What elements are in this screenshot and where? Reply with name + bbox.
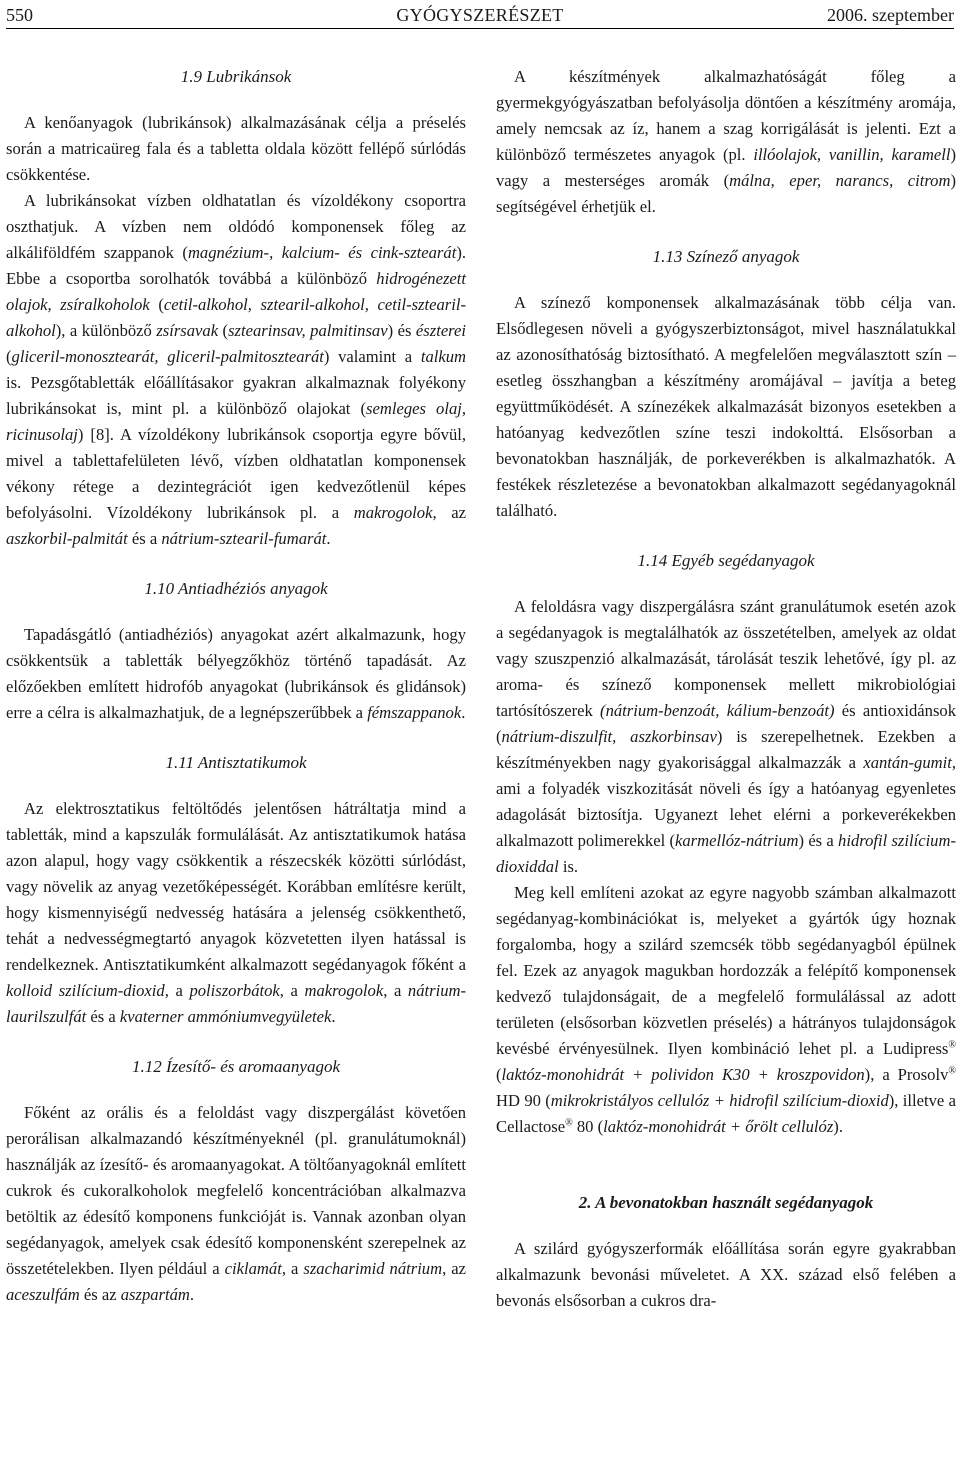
- running-header: [6, 2, 954, 29]
- section-title-2: 2. A bevonatokban használt segédanyagok: [578, 1193, 874, 1212]
- registered-mark: ®: [948, 1039, 956, 1051]
- paragraph: Főként az orális és a feloldást vagy diszpergálást követően perorálisan alkalmazandó készítményeknél (pl. granulátumoknál) használják az ízesítő- és aromaanyagokat. A töltőanyagoknál említett cukrok és cukoralkoholok megfelelő koncentrációban alkalmazva betöltik az édesítő komponens funkcióját is. Vannak azonban olyan segédanyagok, amelyek csak édesítő komponensként szerepelnek az összetételekben. Ilyen például a ciklamát, a szacharimid nátrium, az aceszulfám és az aszpartám.: [6, 1103, 466, 1304]
- journal-name: GYÓGYSZERÉSZET: [396, 5, 564, 25]
- registered-mark: ®: [565, 1117, 573, 1129]
- paragraph: A kenőanyagok (lubrikánsok) alkalmazásának célja a préselés során a matricaüreg fala és a tabletta oldala között fellépő súrlódás csökkentése.: [6, 113, 466, 184]
- section-title-1-11: 1.11 Antisztatikumok: [165, 753, 307, 772]
- paragraph: A feloldásra vagy diszpergálásra szánt granulátumok esetén azok a segédanyagok is megtalálhatók az összetételben, amelyek az oldat vagy szuszpenzió alkalmazását, tárolását teszik lehetővé, így pl. az aroma- és színező komponensek mellett mikrobiológiai tartósítószerek (nátrium-benzoát, kálium-benzoát) és antioxidánsok (nátrium-diszulfit, aszkorbinsav) is szerepelhetnek. Ezekben a készítményekben nagy gyakorisággal alkalmazzák a xantán-gumit, ami a folyadék viszkozitását növeli és így a hatóanyag egyenletes adagolását biztosítja. Ugyanezt lehet elérni a porkeverékekben alkalmazott polimerekkel (karmellóz-nátrium) és a hidrofil szilícium-dioxiddal is.: [496, 597, 957, 876]
- paragraph: A szilárd gyógyszerformák előállítása során egyre gyakrabban alkalmazunk bevonási műveletet. A XX. század első felében a bevonás elsősorban a cukros dra-: [496, 1239, 956, 1310]
- section-title-1-13: 1.13 Színező anyagok: [652, 247, 800, 266]
- paragraph: Az elektrosztatikus feltöltődés jelentősen hátráltatja mind a tabletták, mind a kapszulák formulálását. Az antisztatikumok hatása azon alapul, hogy vagy csökkentik a részecskék közötti súrlódást, vagy növelik az anyag vezetőképességét. Korábban említésre került, hogy kismennyiségű nedvesség hatására a jelenség csökkenthető, tehát a nedvességmegtartó anyagok közvetetten ilyen hatással is rendelkeznek. Antisztatikumként alkalmazott segédanyagok főként a kolloid szilícium-dioxid, a poliszorbátok, a makrogolok, a nátrium-laurilszulfát és a kvaterner ammóniumvegyületek.: [6, 799, 466, 1026]
- paragraph: Tapadásgátló (antiadhéziós) anyagokat azért alkalmazunk, hogy csökkentsük a tabletták bélyegzőkhöz történő tapadását. Az előzőekben említett hidrofób anyagokat (lubrikánsok és glidánsok) erre a célra is alkalmazhatjuk, de a legnépszerűbbek a fémszappanok.: [6, 625, 466, 722]
- section-title-1-12: 1.12 Ízesítő- és aromaanyagok: [131, 1057, 341, 1076]
- registered-mark: ®: [948, 1065, 956, 1077]
- section-title-1-14: 1.14 Egyéb segédanyagok: [637, 551, 815, 570]
- paragraph: A készítmények alkalmazhatóságát főleg a gyermekgyógyászatban befolyásolja döntően a készítmény aromája, amely nemcsak az íz, hanem a szag korrigálását is jelenti. Ezt a különböző természetes anyagok (pl. illóolajok, vanillin, karamell) vagy a mesterséges aromák (málna, eper, narancs, citrom) segítségével érhetjük el.: [496, 67, 956, 216]
- right-column: [496, 64, 956, 1314]
- issue-date: 2006. szeptember: [827, 5, 954, 25]
- paragraph: Meg kell említeni azokat az egyre nagyobb számban alkalmazott segédanyag-kombinációkat is, melyeket a gyártók úgy hoznak forgalomba, hogy a szilárd szemcsék több segédanyagból épülnek fel. Ezek az anyagok magukban hordozzák a felépítő komponensek kedvező tulajdonságait, de a megfelelő formulálással az adott területen (elsősorban közvetlen préselés) a hátrányos tulajdonságok kevésbé érvényesülnek. Ilyen kombináció lehet pl. a Ludipress® (laktóz-monohidrát + polividon K30 + kroszpovidon), a Prosolv® HD 90 (mikrokristályos cellulóz + hidrofil szilícium-dioxid), illetve a Cellactose® 80 (laktóz-monohidrát + őrölt cellulóz).: [496, 883, 956, 1136]
- paragraph: A lubrikánsokat vízben oldhatatlan és vízoldékony csoportra oszthatjuk. A vízben nem oldódó komponensek főleg az alkáliföldfém szappanok (magnézium-, kalcium- és cink-sztearát). Ebbe a csoportba sorolhatók továbbá a különböző hidrogénezett olajok, zsíralkoholok (cetil-alkohol, sztearil-alkohol, cetil-sztearil-alkohol), a különböző zsírsavak (sztearinsav, palmitinsav) és észterei (gliceril-monosztearát, gliceril-palmitosztearát) valamint a talkum is. Pezsgőtabletták előállításakor gyakran alkalmaznak folyékony lubrikánsokat is, mint pl. a különböző olajokat (semleges olaj, ricinusolaj) [8]. A vízoldékony lubrikánsok csoportja egyre bővül, mivel a tablettafelületen lévő, vízben oldhatatlan komponensek vékony rétege a dezintegrációt igen kedvezőtlenül képes befolyásolni. Vízoldékony lubrikánsok pl. a makrogolok, az aszkorbil-palmitát és a nátrium-sztearil-fumarát.: [6, 191, 466, 548]
- paragraph: A színező komponensek alkalmazásának több célja van. Elsődlegesen növeli a gyógyszerbiztonságot, mivel használatukkal az azonosíthatóság biztosítható. A megfelelően megválasztott szín – esetleg összhangban a készítmény aromájával – javítja a beteg együttműködését. A színezékek alkalmazását bizonyos esetekben a hatóanyag kedvezőtlen színe teszi indokolttá. Elsősorban a bevonatokban használják, de porkeverékben is alkalmazhatók. A festékek részletezése a bevonatokban alkalmazott segédanyagoknál található.: [496, 293, 956, 520]
- left-column: [6, 64, 466, 1308]
- section-title-1-10: 1.10 Antiadhéziós anyagok: [144, 579, 328, 598]
- section-title-1-9: 1.9 Lubrikánsok: [180, 67, 292, 86]
- page-number: 550: [6, 5, 33, 25]
